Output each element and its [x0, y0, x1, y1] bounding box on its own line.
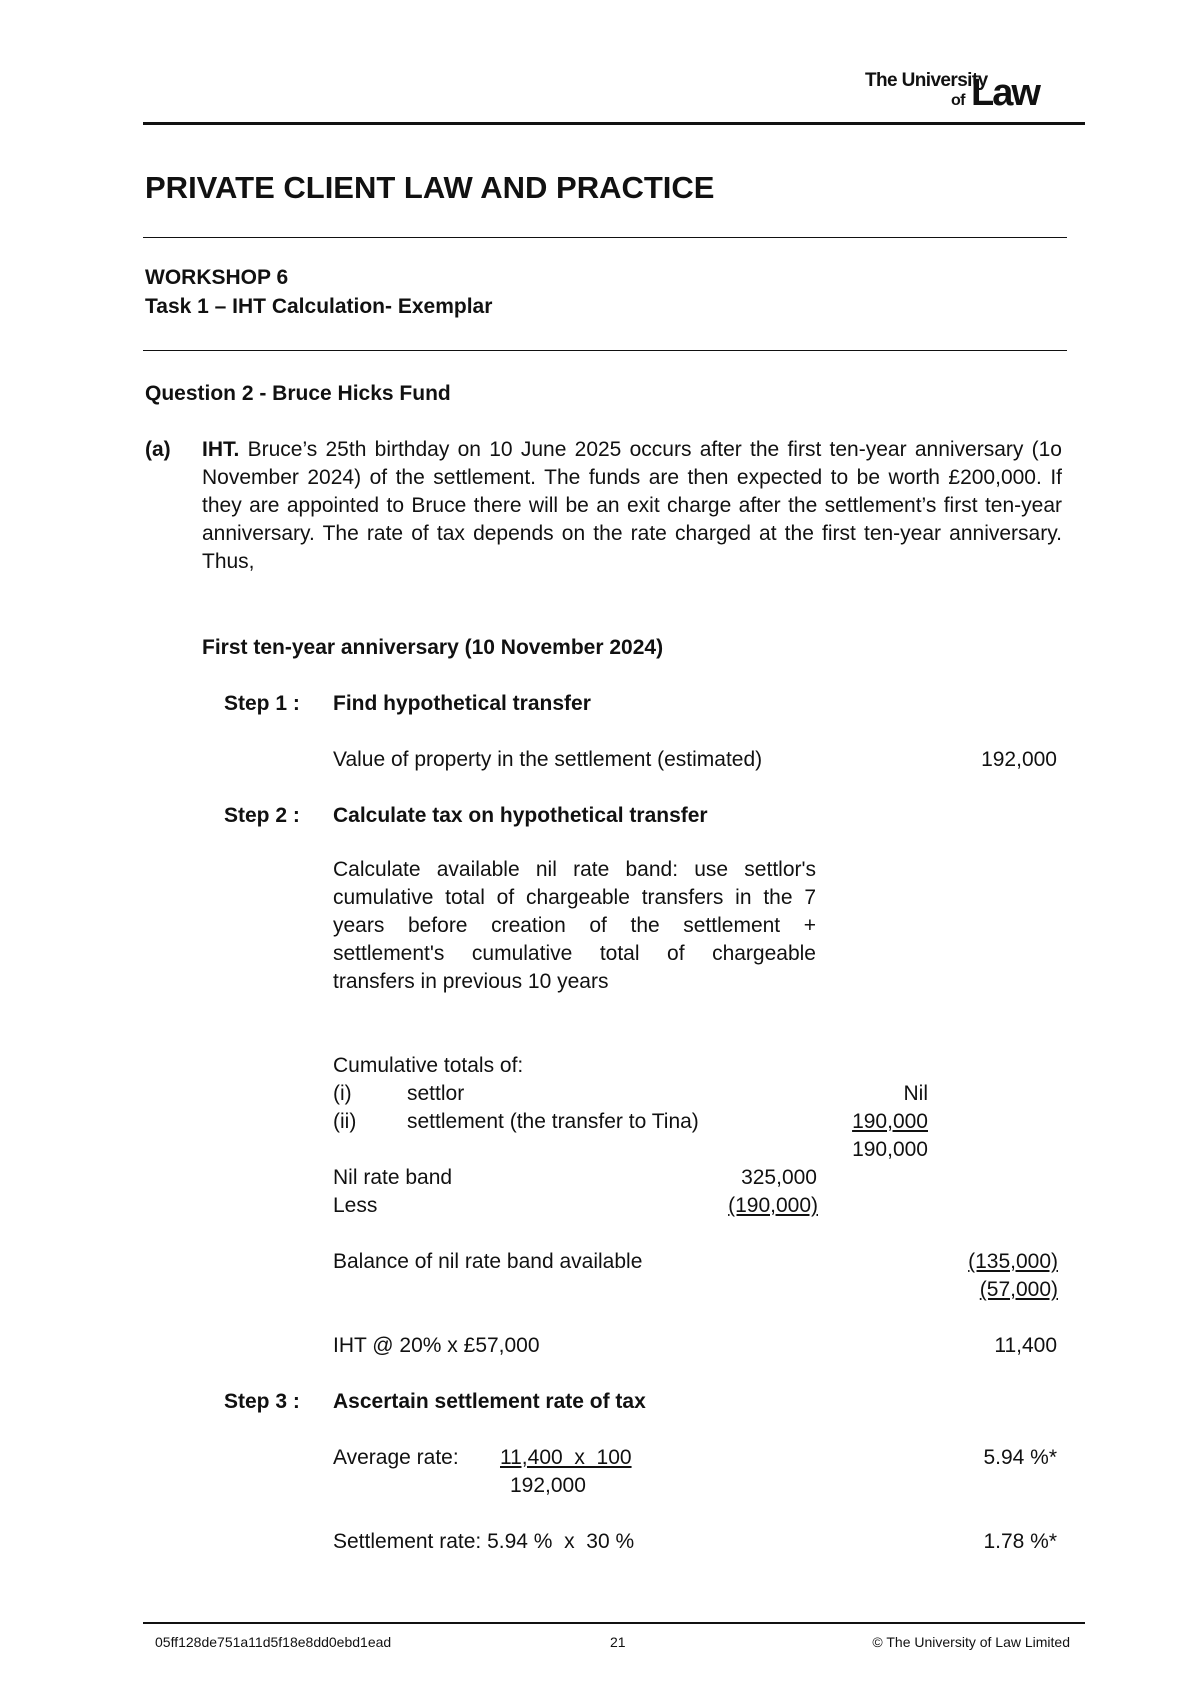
item-2-label: settlement (the transfer to Tina) [407, 1110, 699, 1133]
paragraph-lead: IHT. [202, 438, 240, 461]
cumulative-total: 190,000 [852, 1138, 928, 1161]
logo-line-1: The University [865, 70, 988, 91]
average-rate-label: Average rate: [333, 1446, 459, 1469]
step3-label: Step 3 : [224, 1390, 300, 1413]
task-divider [143, 350, 1067, 351]
footer-doc-id: 05ff128de751a11d5f18e8dd0ebd1ead [155, 1634, 392, 1650]
step1-title: Find hypothetical transfer [333, 692, 591, 715]
step2-title: Calculate tax on hypothetical transfer [333, 804, 708, 827]
question-paragraph [202, 436, 1062, 576]
item-1-num: (i) [333, 1082, 352, 1105]
logo-line-2: of [951, 92, 965, 109]
step1-label: Step 1 : [224, 692, 300, 715]
cumulative-label: Cumulative totals of: [333, 1054, 524, 1077]
settlement-rate-value: 1.78 %* [983, 1530, 1057, 1553]
university-logo [865, 70, 1070, 112]
footer-rule [143, 1622, 1085, 1624]
item-1-value: Nil [903, 1082, 928, 1105]
question-heading: Question 2 - Bruce Hicks Fund [145, 382, 451, 405]
item-1-label: settlor [407, 1082, 465, 1105]
paragraph-text: Bruce’s 25th birthday on 10 June 2025 occurs after the first ten-year anniversary (1o November 2024) of the settlement. The funds are then expected to be worth £200,000. If they are appointed to Bruce there will be an exit charge after the settlement’s first ten-year anniversary. The rate of tax depends on the rate charged at the first ten-year anniversary. Thus, [202, 438, 1062, 573]
logo-line-3: Law [971, 72, 1039, 114]
footer-page-number: 21 [610, 1634, 626, 1650]
settlement-rate-label: Settlement rate: 5.94 % x 30 % [333, 1530, 635, 1553]
step1-value: 192,000 [981, 748, 1057, 771]
course-title: PRIVATE CLIENT LAW AND PRACTICE [145, 170, 715, 205]
average-rate-denominator: 192,000 [510, 1474, 586, 1497]
footer-copyright: © The University of Law Limited [872, 1634, 1070, 1650]
step1-line: Value of property in the settlement (estimated) [333, 748, 763, 771]
nrb-explanation: Calculate available nil rate band: use settlor's cumulative total of chargeable transfers in the 7 years before creation of the settlement + settlement's cumulative total of chargeable transfers in previous 10 years [333, 858, 816, 993]
excess-value: (57,000) [979, 1278, 1058, 1301]
header-rule [143, 122, 1085, 125]
part-label: (a) [145, 438, 171, 461]
average-rate-numerator: 11,400 x 100 [500, 1446, 632, 1469]
less-label: Less [333, 1194, 378, 1217]
step3-title: Ascertain settlement rate of tax [333, 1390, 646, 1413]
workshop-label: WORKSHOP 6 [145, 266, 289, 289]
average-rate-value: 5.94 %* [983, 1446, 1057, 1469]
balance-value: (135,000) [968, 1250, 1058, 1273]
step2-label: Step 2 : [224, 804, 300, 827]
less-value: (190,000) [728, 1194, 818, 1217]
nil-rate-band-value: 325,000 [741, 1166, 817, 1189]
iht-label: IHT @ 20% x £57,000 [333, 1334, 540, 1357]
iht-value: 11,400 [994, 1334, 1057, 1357]
item-2-value: 190,000 [852, 1110, 928, 1133]
nil-rate-band-label: Nil rate band [333, 1166, 453, 1189]
title-divider [143, 237, 1067, 238]
task-label: Task 1 – IHT Calculation- Exemplar [145, 295, 493, 318]
item-2-num: (ii) [333, 1110, 357, 1133]
balance-label: Balance of nil rate band available [333, 1250, 643, 1273]
anniversary-heading: First ten-year anniversary (10 November 2024) [202, 636, 664, 659]
